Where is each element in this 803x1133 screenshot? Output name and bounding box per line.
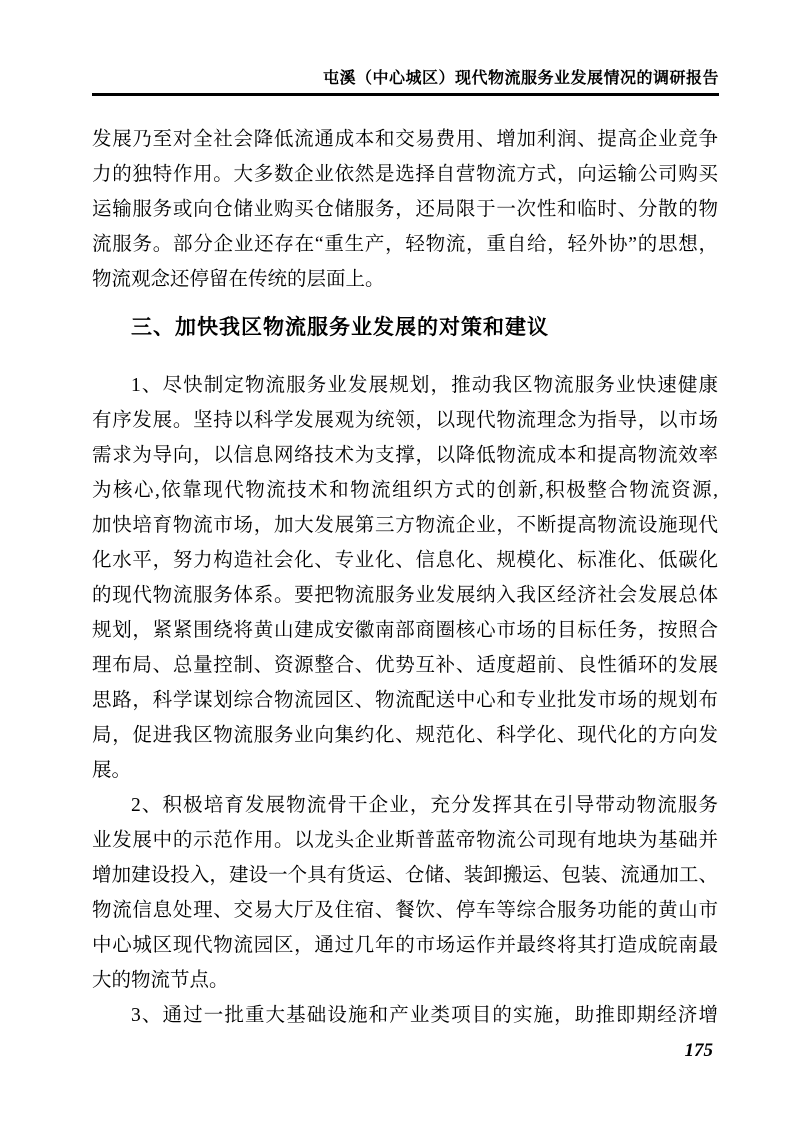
text-line: 局，促进我区物流服务业向集约化、规范化、科学化、现代化的方向发: [92, 725, 718, 746]
text-line: 的现代物流服务体系。要把物流服务业发展纳入我区经济社会发展总体: [92, 585, 718, 606]
text-line: 发展乃至对全社会降低流通成本和交易费用、增加利润、提高企业竞争: [92, 129, 718, 150]
paragraph: [92, 788, 718, 998]
paragraph: [92, 998, 718, 1033]
text-line: 物流观念还停留在传统的层面上。: [92, 269, 385, 290]
page-number: 175: [684, 1040, 713, 1061]
text-line: 理布局、总量控制、资源整合、优势互补、适度超前、良性循环的发展: [92, 655, 718, 676]
text-line: 增加建设投入，建设一个具有货运、仓储、装卸搬运、包装、流通加工、: [92, 865, 718, 886]
text-line: 大的物流节点。: [92, 970, 229, 991]
header-rule: [92, 93, 719, 96]
running-header-title: 屯溪（中心城区）现代物流服务业发展情况的调研报告: [322, 70, 719, 87]
text-line: 需求为导向，以信息网络技术为支撑，以降低物流成本和提高物流效率: [92, 445, 718, 466]
document-body: [92, 122, 718, 1033]
text-line: 有序发展。坚持以科学发展观为统领，以现代物流理念为指导，以市场: [92, 410, 718, 431]
text-line: 化水平，努力构造社会化、专业化、信息化、规模化、标准化、低碳化: [92, 550, 718, 571]
text-line: 2、积极培育发展物流骨干企业，充分发挥其在引导带动物流服务: [131, 795, 718, 816]
section-heading: 三、加快我区物流服务业发展的对策和建议: [131, 316, 549, 339]
text-line: 业发展中的示范作用。以龙头企业斯普蓝帝物流公司现有地块为基础并: [92, 830, 718, 851]
text-line: 思路，科学谋划综合物流园区、物流配送中心和专业批发市场的规划布: [92, 690, 718, 711]
text-line: 为核心,依靠现代物流技术和物流组织方式的创新,积极整合物流资源,: [92, 480, 718, 501]
text-line: 运输服务或向仓储业购买仓储服务，还局限于一次性和临时、分散的物: [92, 199, 718, 220]
text-line: 物流信息处理、交易大厅及住宿、餐饮、停车等综合服务功能的黄山市: [92, 900, 718, 921]
text-line: 流服务。部分企业还存在“重生产，轻物流，重自给，轻外协”的思想，: [92, 234, 718, 255]
text-line: 加快培育物流市场，加大发展第三方物流企业，不断提高物流设施现代: [92, 515, 718, 536]
text-line: 1、尽快制定物流服务业发展规划，推动我区物流服务业快速健康: [131, 375, 718, 396]
paragraph: [92, 122, 718, 297]
text-line: 展。: [92, 760, 132, 781]
page-header: [92, 68, 719, 90]
page-footer: [92, 1040, 718, 1062]
text-line: 力的独特作用。大多数企业依然是选择自营物流方式，向运输公司购买: [92, 164, 718, 185]
text-line: 规划，紧紧围绕将黄山建成安徽南部商圈核心市场的目标任务，按照合: [92, 620, 718, 641]
text-line: 3、通过一批重大基础设施和产业类项目的实施，助推即期经济增: [131, 1005, 718, 1026]
text-line: 中心城区现代物流园区，通过几年的市场运作并最终将其打造成皖南最: [92, 935, 718, 956]
paragraph: [92, 368, 718, 788]
